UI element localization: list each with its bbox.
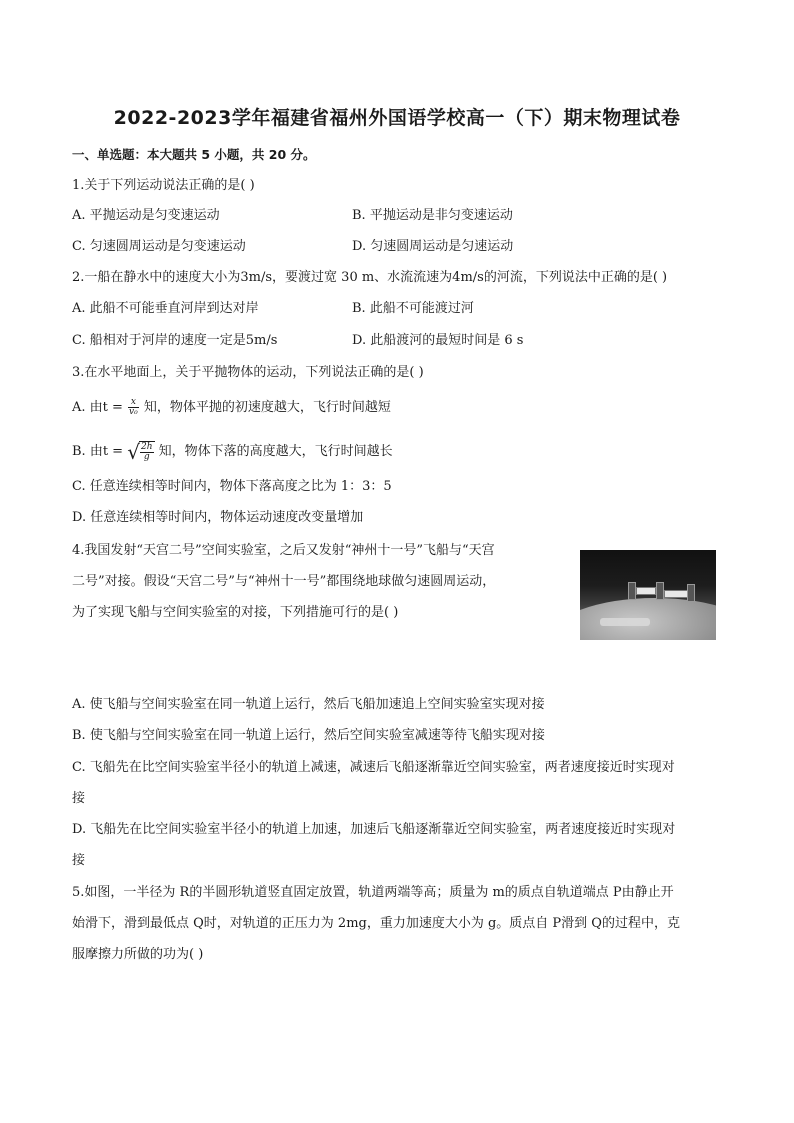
question-5-stem-line-1: 5.如图，一半径为 R的半圆形轨道竖直固定放置，轨道两端等高；质量为 m的质点自轨道端点 P由静止开	[72, 885, 674, 900]
question-3-option-c: C. 任意连续相等时间内，物体下落高度之比为 1：3：5	[72, 479, 392, 494]
question-3-stem: 3.在水平地面上，关于平抛物体的运动，下列说法正确的是( )	[72, 365, 424, 380]
fraction-2h-over-g	[140, 443, 154, 462]
question-4-stem-line-2: 二号”对接。假设“天宫二号”与“神州十一号”都围绕地球做匀速圆周运动，	[72, 574, 496, 589]
question-5-stem-line-3: 服摩擦力所做的功为( )	[72, 947, 204, 962]
question-4-stem-line-1: 4.我国发射“天宫二号”空间实验室，之后又发射“神州十一号”飞船与“天宫	[72, 543, 495, 558]
section-heading: 一、单选题：本大题共 5 小题，共 20 分。	[72, 147, 316, 162]
question-4-stem-line-3: 为了实现飞船与空间实验室的对接，下列措施可行的是( )	[72, 605, 399, 620]
fraction-denominator: v₀	[129, 407, 138, 417]
fraction-numerator: 2h	[140, 442, 153, 452]
sqrt-expression	[127, 441, 154, 462]
spacecraft-icon	[636, 587, 656, 595]
option-a-text: 知，物体平抛的初速度越大，飞行时间越短	[143, 400, 391, 415]
spacecraft-docking-photo	[580, 550, 716, 640]
question-3-option-d: D. 任意连续相等时间内，物体运动速度改变量增加	[72, 510, 364, 525]
option-b-prefix: B. 由t =	[72, 444, 124, 459]
exam-title: 2022-2023学年福建省福州外国语学校高一（下）期末物理试卷	[113, 107, 681, 129]
question-1-option-b: B. 平抛运动是非匀变速运动	[352, 208, 513, 223]
question-4-option-b: B. 使飞船与空间实验室在同一轨道上运行，然后空间实验室减速等待飞船实现对接	[72, 728, 545, 743]
fraction-x-over-v0	[128, 398, 139, 417]
fraction-numerator: x	[128, 398, 139, 408]
question-4-option-d-line-1: D. 飞船先在比空间实验室半径小的轨道上加速，加速后飞船逐渐靠近空间实验室，两者速度接近时实现对	[72, 822, 676, 837]
question-2-option-c: C. 船相对于河岸的速度一定是5m/s	[72, 333, 278, 348]
option-a-prefix: A. 由t =	[72, 400, 123, 415]
question-1-option-d: D. 匀速圆周运动是匀速运动	[352, 239, 514, 254]
radical-sign: √	[127, 439, 140, 464]
question-2-option-d: D. 此船渡河的最短时间是 6 s	[352, 333, 524, 348]
space-lab-icon	[664, 590, 688, 598]
question-3-option-b	[72, 441, 393, 462]
question-1-option-c: C. 匀速圆周运动是匀变速运动	[72, 239, 246, 254]
question-4-option-d-line-2: 接	[72, 853, 86, 868]
question-2-option-b: B. 此船不可能渡过河	[352, 301, 474, 316]
blurred-watermark	[600, 618, 650, 626]
option-b-text: 知，物体下落的高度越大，飞行时间越长	[158, 444, 393, 459]
question-2-stem: 2.一船在静水中的速度大小为3m/s，要渡过宽 30 m、水流流速为4m/s的河流，下列说法中正确的是( )	[72, 270, 668, 285]
question-5-stem-line-2: 始滑下，滑到最低点 Q时，对轨道的正压力为 2mg，重力加速度大小为 g。质点自 P滑到 Q的过程中，克	[72, 916, 680, 931]
question-4-option-c-line-2: 接	[72, 791, 86, 806]
question-2-option-a: A. 此船不可能垂直河岸到达对岸	[72, 301, 259, 316]
question-4-option-c-line-1: C. 飞船先在比空间实验室半径小的轨道上减速，减速后飞船逐渐靠近空间实验室，两者速度接近时实现对	[72, 760, 675, 775]
question-1-stem: 1.关于下列运动说法正确的是( )	[72, 178, 255, 193]
question-1-option-a: A. 平抛运动是匀变速运动	[72, 208, 220, 223]
question-3-option-a	[72, 398, 391, 417]
fraction-denominator: g	[143, 452, 150, 462]
question-4-option-a: A. 使飞船与空间实验室在同一轨道上运行，然后飞船加速追上空间实验室实现对接	[72, 697, 545, 712]
